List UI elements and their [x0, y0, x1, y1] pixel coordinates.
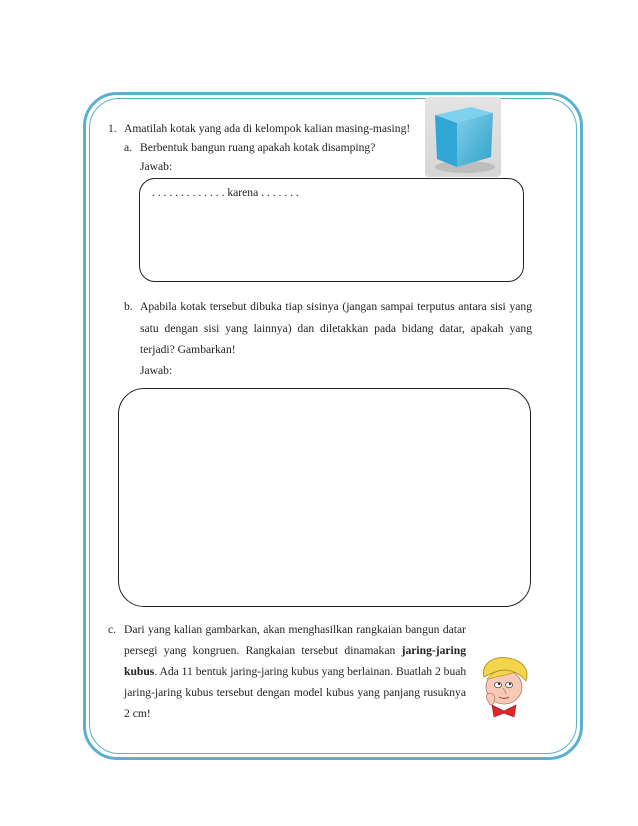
- part-b-line-2: satu dengan sisi yang lainnya) dan diletakkan pada bidang datar, apakah yang: [140, 322, 532, 335]
- answer-box-a[interactable]: [139, 178, 524, 282]
- term-jaring-jaring: jaring-jaring: [401, 644, 466, 657]
- part-a-answer-label: Jawab:: [140, 160, 173, 173]
- part-a-letter: a.: [124, 141, 133, 154]
- part-c-line-3-text: . Ada 11 bentuk jaring-jaring kubus yang berlainan. Buatlah 2 buah: [154, 665, 467, 678]
- cube-icon: [425, 97, 501, 177]
- part-c-line-2-text: persegi yang kongruen. Rangkaian tersebut dinamakan: [124, 644, 396, 657]
- question-prompt: Amatilah kotak yang ada di kelompok kalian masing-masing!: [124, 122, 411, 135]
- part-b-letter: b.: [124, 300, 133, 313]
- answer-dots: . . . . . . . . . . . . . karena . . . . . . .: [152, 186, 299, 199]
- answer-box-b[interactable]: [118, 388, 531, 607]
- thinking-boy-icon: [474, 655, 536, 723]
- part-b-answer-label: Jawab:: [140, 364, 173, 377]
- part-b-line-3: terjadi? Gambarkan!: [140, 343, 236, 356]
- part-c-line-5: 2 cm!: [124, 707, 151, 720]
- part-c-line-2: [124, 643, 466, 659]
- part-c-line-3: [124, 664, 466, 680]
- part-b-line-1: Apabila kotak tersebut dibuka tiap sisinya (jangan sampai terputus antara sisi yang: [140, 300, 532, 313]
- part-c-line-4: jaring-jaring kubus tersebut dengan model kubus yang panjang rusuknya: [124, 686, 466, 699]
- term-kubus: kubus: [124, 665, 155, 678]
- question-number: 1.: [108, 122, 117, 135]
- part-a-question: Berbentuk bangun ruang apakah kotak disamping?: [140, 141, 376, 154]
- blue-cube-photo: [425, 97, 501, 177]
- part-c-letter: c.: [108, 623, 117, 636]
- part-c-line-1: Dari yang kalian gambarkan, akan menghasilkan rangkaian bangun datar: [124, 623, 466, 636]
